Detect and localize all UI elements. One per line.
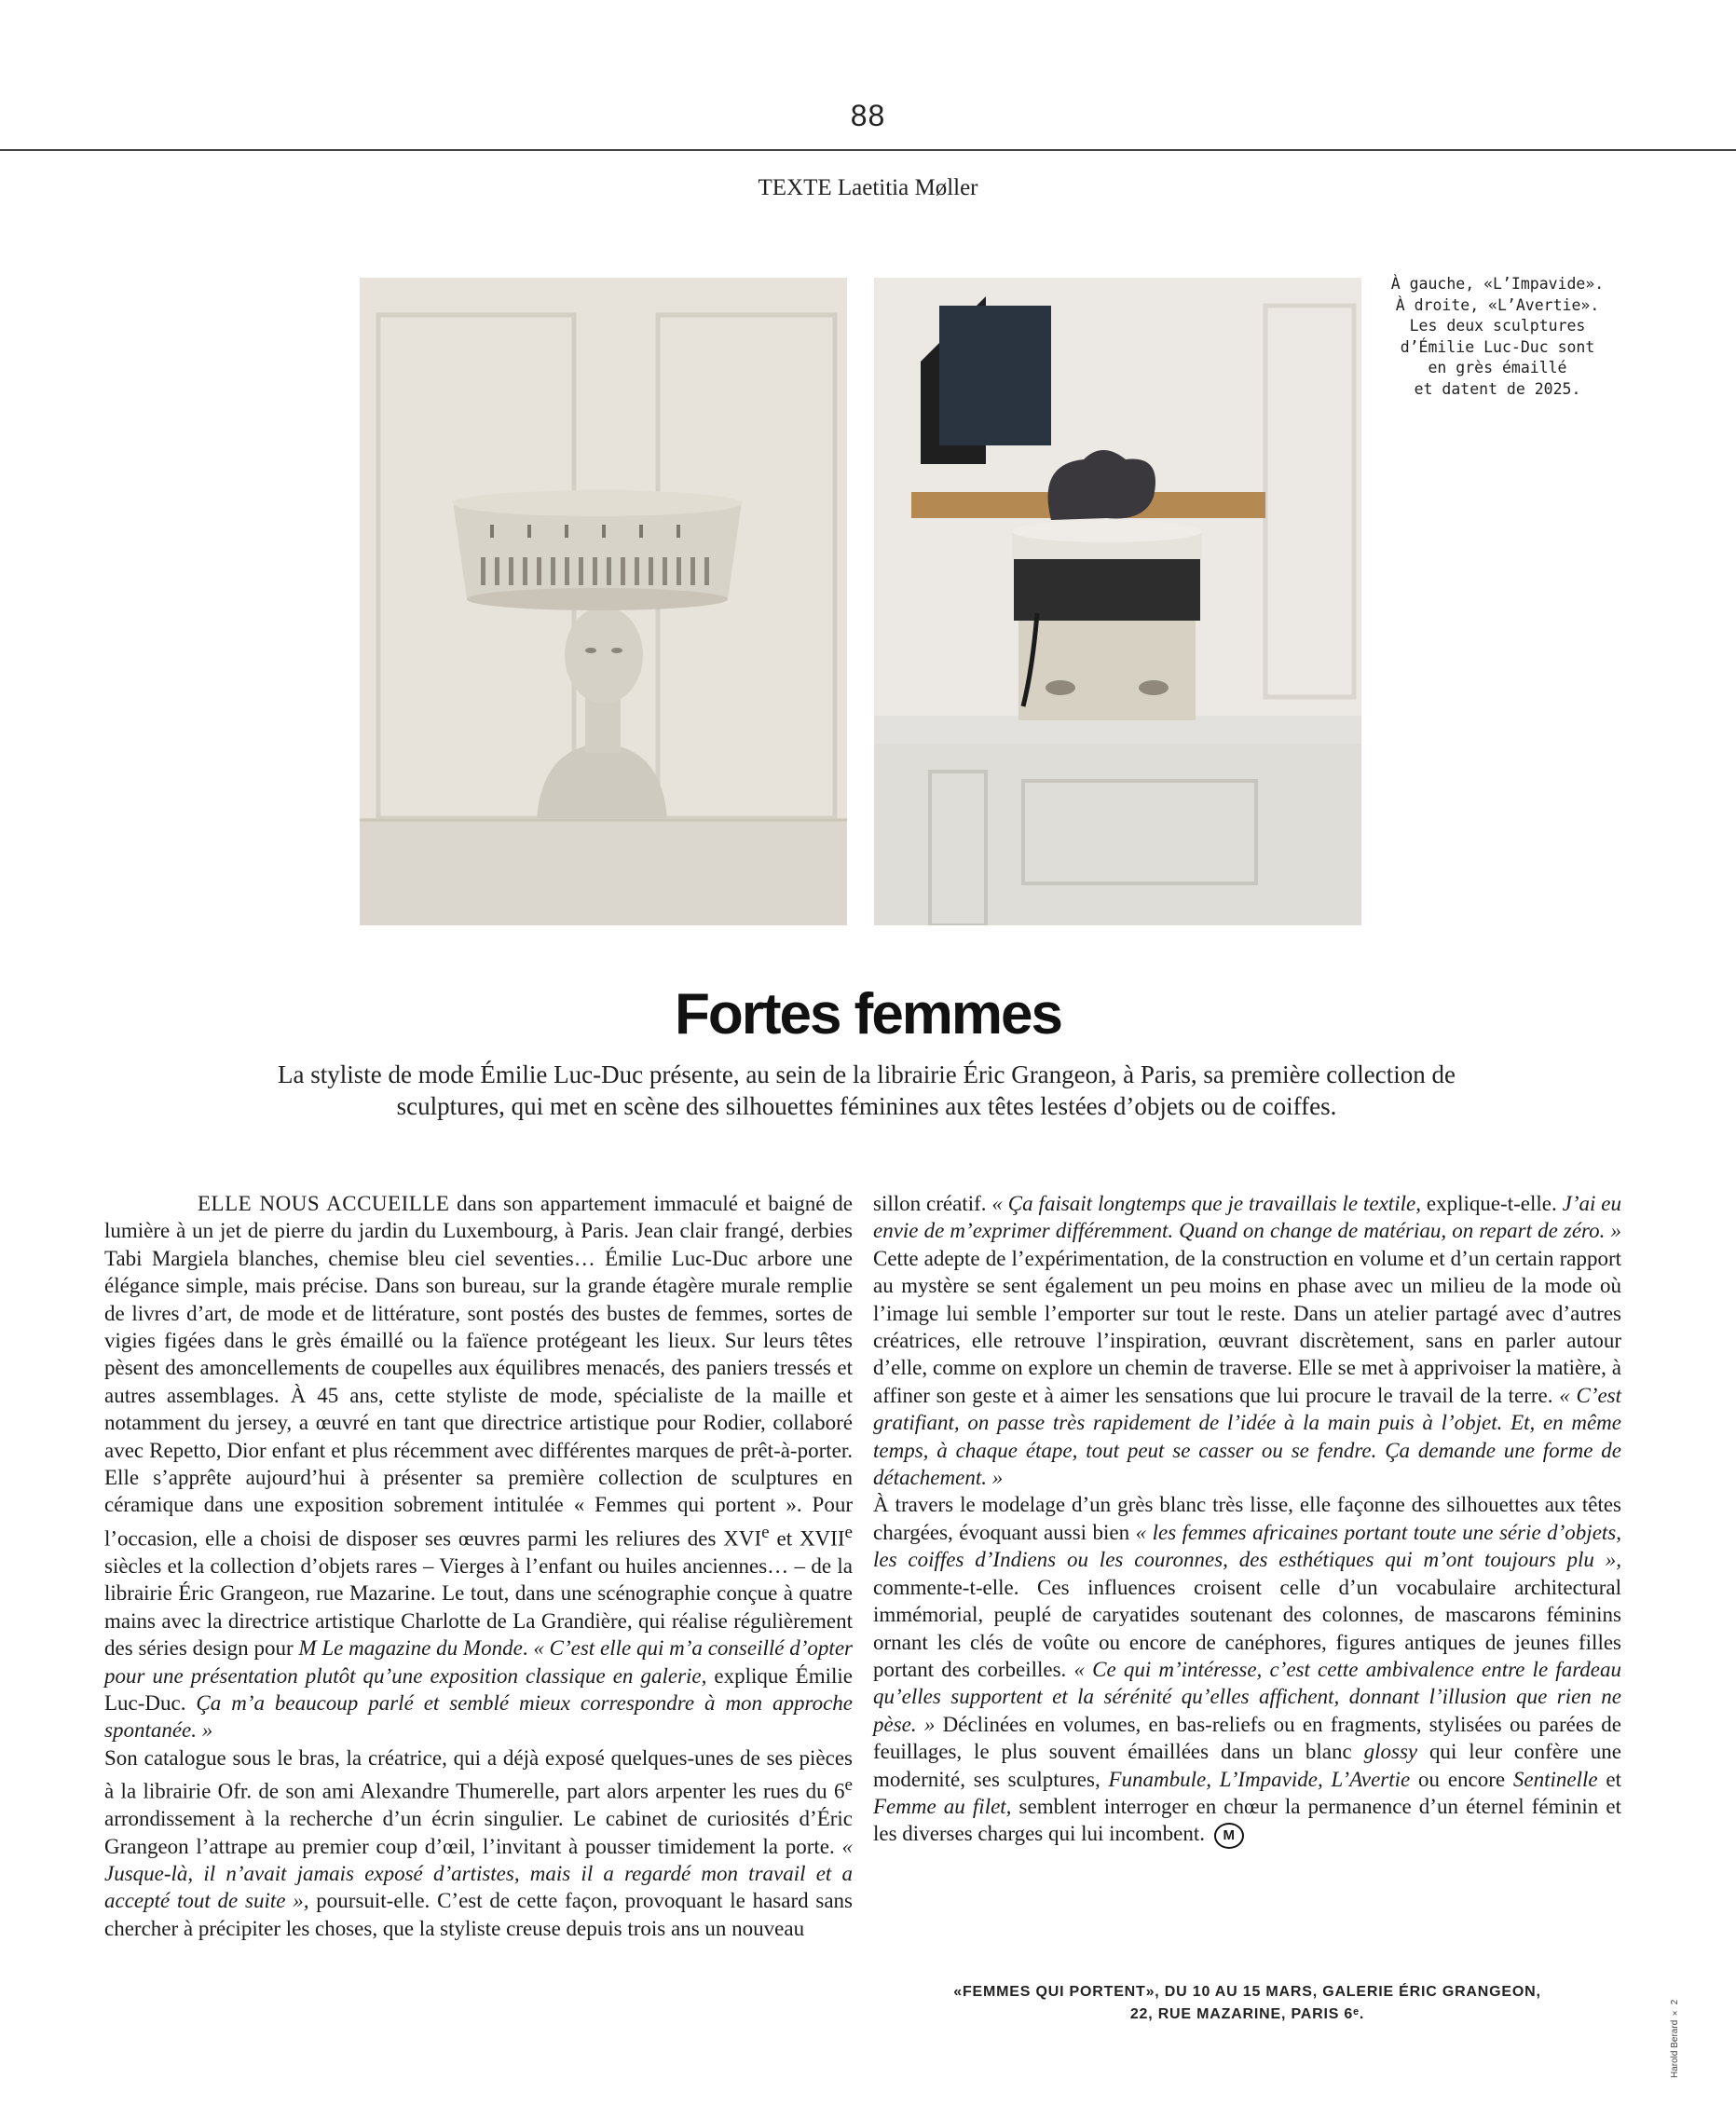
italic-term: glossy [1363, 1740, 1418, 1764]
text-run: Déclinées en volumes, en bas-reliefs ou en fragments, stylisées ou parées de feuillages, le plus souvent émaillées dans un blanc [873, 1712, 1621, 1764]
event-line: 22, RUE MAZARINE, PARIS 6ᵉ. [1129, 2006, 1365, 2022]
quote: « C’est elle qui m’a conseillé d’opter pour une présentation plutôt qu’une exposition classique en galerie, [104, 1636, 853, 1688]
caption-line: d’Émilie Luc-Duc sont [1400, 337, 1595, 356]
top-rule [0, 149, 1736, 151]
byline: TEXTE Laetitia Møller [758, 175, 978, 200]
text-run: ou encore [1410, 1767, 1513, 1791]
photo-avertie [874, 278, 1361, 925]
quote: « les femmes africaines portant toute une série d’objets, les coiffes d’Indiens ou les couronnes, des esthétiques qui m’ont toujours plu », [873, 1520, 1621, 1572]
standfirst: La styliste de mode Émilie Luc-Duc présente, au sein de la librairie Éric Grangeon, à Paris, sa première collection de sculptures, qui met en scène des silhouettes féminines aux têtes lestées d’objets ou de coiffes. [277, 1060, 1456, 1120]
paragraph [873, 1190, 1621, 1491]
quote: « Ce qui m’intéresse, c’est cette ambivalence entre le fardeau qu’elles supportent et la sérénité qu’elles affichent, donnant l’illusion que rien ne pèse. » [873, 1657, 1622, 1736]
text-run: qui leur confère une modernité, ses sculptures, [873, 1740, 1621, 1791]
quote: J’ai eu envie de m’exprimer différemment. Quand on change de matériau, on repart de zéro. » [873, 1192, 1621, 1243]
text-run: poursuit-elle. C’est de cette façon, provoquant le hasard sans chercher à précipiter les choses, que la styliste creuse depuis trois ans un nouveau [104, 1889, 853, 1940]
caption-line: À gauche, «L’Impavide». [1390, 275, 1605, 293]
headline: Fortes femmes [674, 982, 1062, 1046]
quote: Ça m’a beaucoup parlé et semblé mieux correspondre à mon approche spontanée. » [104, 1690, 853, 1743]
magazine-name: M Le magazine du Monde [298, 1636, 523, 1661]
lead-in-caps: ELLE NOUS ACCUEILLE [198, 1192, 450, 1215]
photo-caption [1362, 274, 1633, 400]
superscript: e [844, 1775, 853, 1796]
quote: « Jusque-là, il n’avait jamais exposé d’artistes, mais il a regardé mon travail et a accepté tout de suite », [104, 1834, 853, 1913]
superscript: e [844, 1522, 853, 1542]
text-run: et [1597, 1767, 1621, 1791]
m-logo-icon: M [1214, 1823, 1244, 1849]
caption-line: et datent de 2025. [1414, 379, 1581, 398]
article-column-left [104, 1190, 853, 1942]
text-run: sillon créatif. [873, 1192, 992, 1215]
text-run: Cette adepte de l’expérimentation, de la construction en volume et d’un certain rapport au mystère se sent également un peu moins en phase avec un milieu de la mode où l’image lui semble l’emporter sur tout le reste. Dans un atelier partagé avec d’autres créatrices, elle retrouve l’inspiration, œuvrant discrètement, sans en parler autour d’elle, comme on explore un chemin de traverse. Elle se met à apprivoiser la matière, à affiner son geste et à aimer les sensations que lui procure le travail de la terre. [873, 1246, 1621, 1407]
text-run: et XVII [769, 1526, 845, 1551]
article-column-right [873, 1190, 1621, 1849]
event-info [873, 1981, 1621, 2026]
photo-impavide [360, 278, 847, 925]
text-run: . [522, 1636, 534, 1661]
superscript: e [761, 1522, 770, 1542]
sculpture-titles: Funambule, L’Impavide, L’Avertie [1108, 1767, 1411, 1791]
text-run: Son catalogue sous le bras, la créatrice, qui a déjà exposé quelques-unes de ses pièces à la librairie Ofr. de son ami Alexandre Thumerelle, part alors arpenter les rues du 6 [104, 1745, 853, 1803]
quote: « Ça faisait longtemps que je travaillais le textile, [991, 1192, 1421, 1215]
paragraph [104, 1744, 853, 1943]
text-run: explique Émilie Luc-Duc. [104, 1663, 853, 1715]
text-run: À travers le modelage d’un grès blanc très lisse, elle façonne des silhouettes aux têtes chargées, évoquant aussi bien [873, 1493, 1621, 1544]
caption-line: en grès émaillé [1428, 359, 1567, 376]
text-run: siècles et la collection d’objets rares – Vierges à l’enfant ou huiles anciennes… – de la librairie Éric Grangeon, rue Mazarine. Le tout, dans une scénographie conçue à quatre mains avec la directrice artistique Charlotte de La Grandière, qui réalise régulièrement des séries design pour [104, 1553, 853, 1661]
page-number: 88 [850, 99, 886, 132]
event-line: «FEMMES QUI PORTENT», DU 10 AU 15 MARS, GALERIE ÉRIC GRANGEON, [953, 1984, 1541, 2000]
sculpture-title: Femme au filet, [873, 1794, 1012, 1818]
text-run: commente-t-elle. Ces influences croisent celle d’un vocabulaire architectural immémorial, peuplé de caryatides soutenant des colonnes, de mascarons féminins ornant les clés de voûte ou encore de canéphores, figures antiques de jeunes filles portant des corbeilles. [873, 1575, 1621, 1681]
caption-line: Les deux sculptures [1409, 317, 1586, 335]
quote: « C’est gratifiant, on passe très rapidement de l’idée à la main puis à l’objet. Et, en même temps, à chaque étape, tout peut se casser ou se fendre. Ça demande une forme de détachement. » [873, 1383, 1621, 1490]
photo-credit: Harold Berard × 2 [1670, 1999, 1680, 2078]
sculpture-title: Sentinelle [1512, 1767, 1598, 1791]
caption-line: À droite, «L’Avertie». [1395, 295, 1600, 314]
text-run: arrondissement à la recherche d’un écrin singulier. Le cabinet de curiosités d’Éric Grangeon l’attrape au premier coup d’œil, l’invitant à pousser timidement la porte. [104, 1807, 853, 1858]
paragraph [104, 1190, 853, 1744]
text-run: explique-t-elle. [1420, 1192, 1563, 1215]
text-run: semblent interroger en chœur la permanence d’un éternel féminin et les diverses charges qui lui incombent. [873, 1794, 1621, 1846]
text-run: dans son appartement immaculé et baigné de lumière à un jet de pierre du jardin du Luxembourg, à Paris. Jean clair frangé, derbies Tabi Margiela blanches, chemise bleu ciel seventies… Émilie Luc-Duc arbore une élégance simple, mais précise. Dans son bureau, sur la grande étagère murale remplie de livres d’art, de mode et de littérature, sont postés des bustes de femmes, sortes de vigies figées dans le grès émaillé ou la faïence protégeant les lieux. Sur leurs têtes pèsent des amoncellements de coupelles aux équilibres menacés, des paniers tressés et autres assemblages. À 45 ans, cette styliste de mode, spécialiste de la maille et notamment du jersey, a œuvré en tant que directrice artistique pour Rodier, collaboré avec Repetto, Dior enfant et plus récemment avec différentes marques de prêt-à-porter. Elle s’apprête aujourd’hui à présenter sa première collection de sculptures en céramique dans une exposition sobrement intitulée « Femmes qui portent ». Pour l’occasion, elle a choisi de disposer ses œuvres parmi les reliures des XVI [104, 1192, 853, 1551]
paragraph [873, 1491, 1621, 1849]
